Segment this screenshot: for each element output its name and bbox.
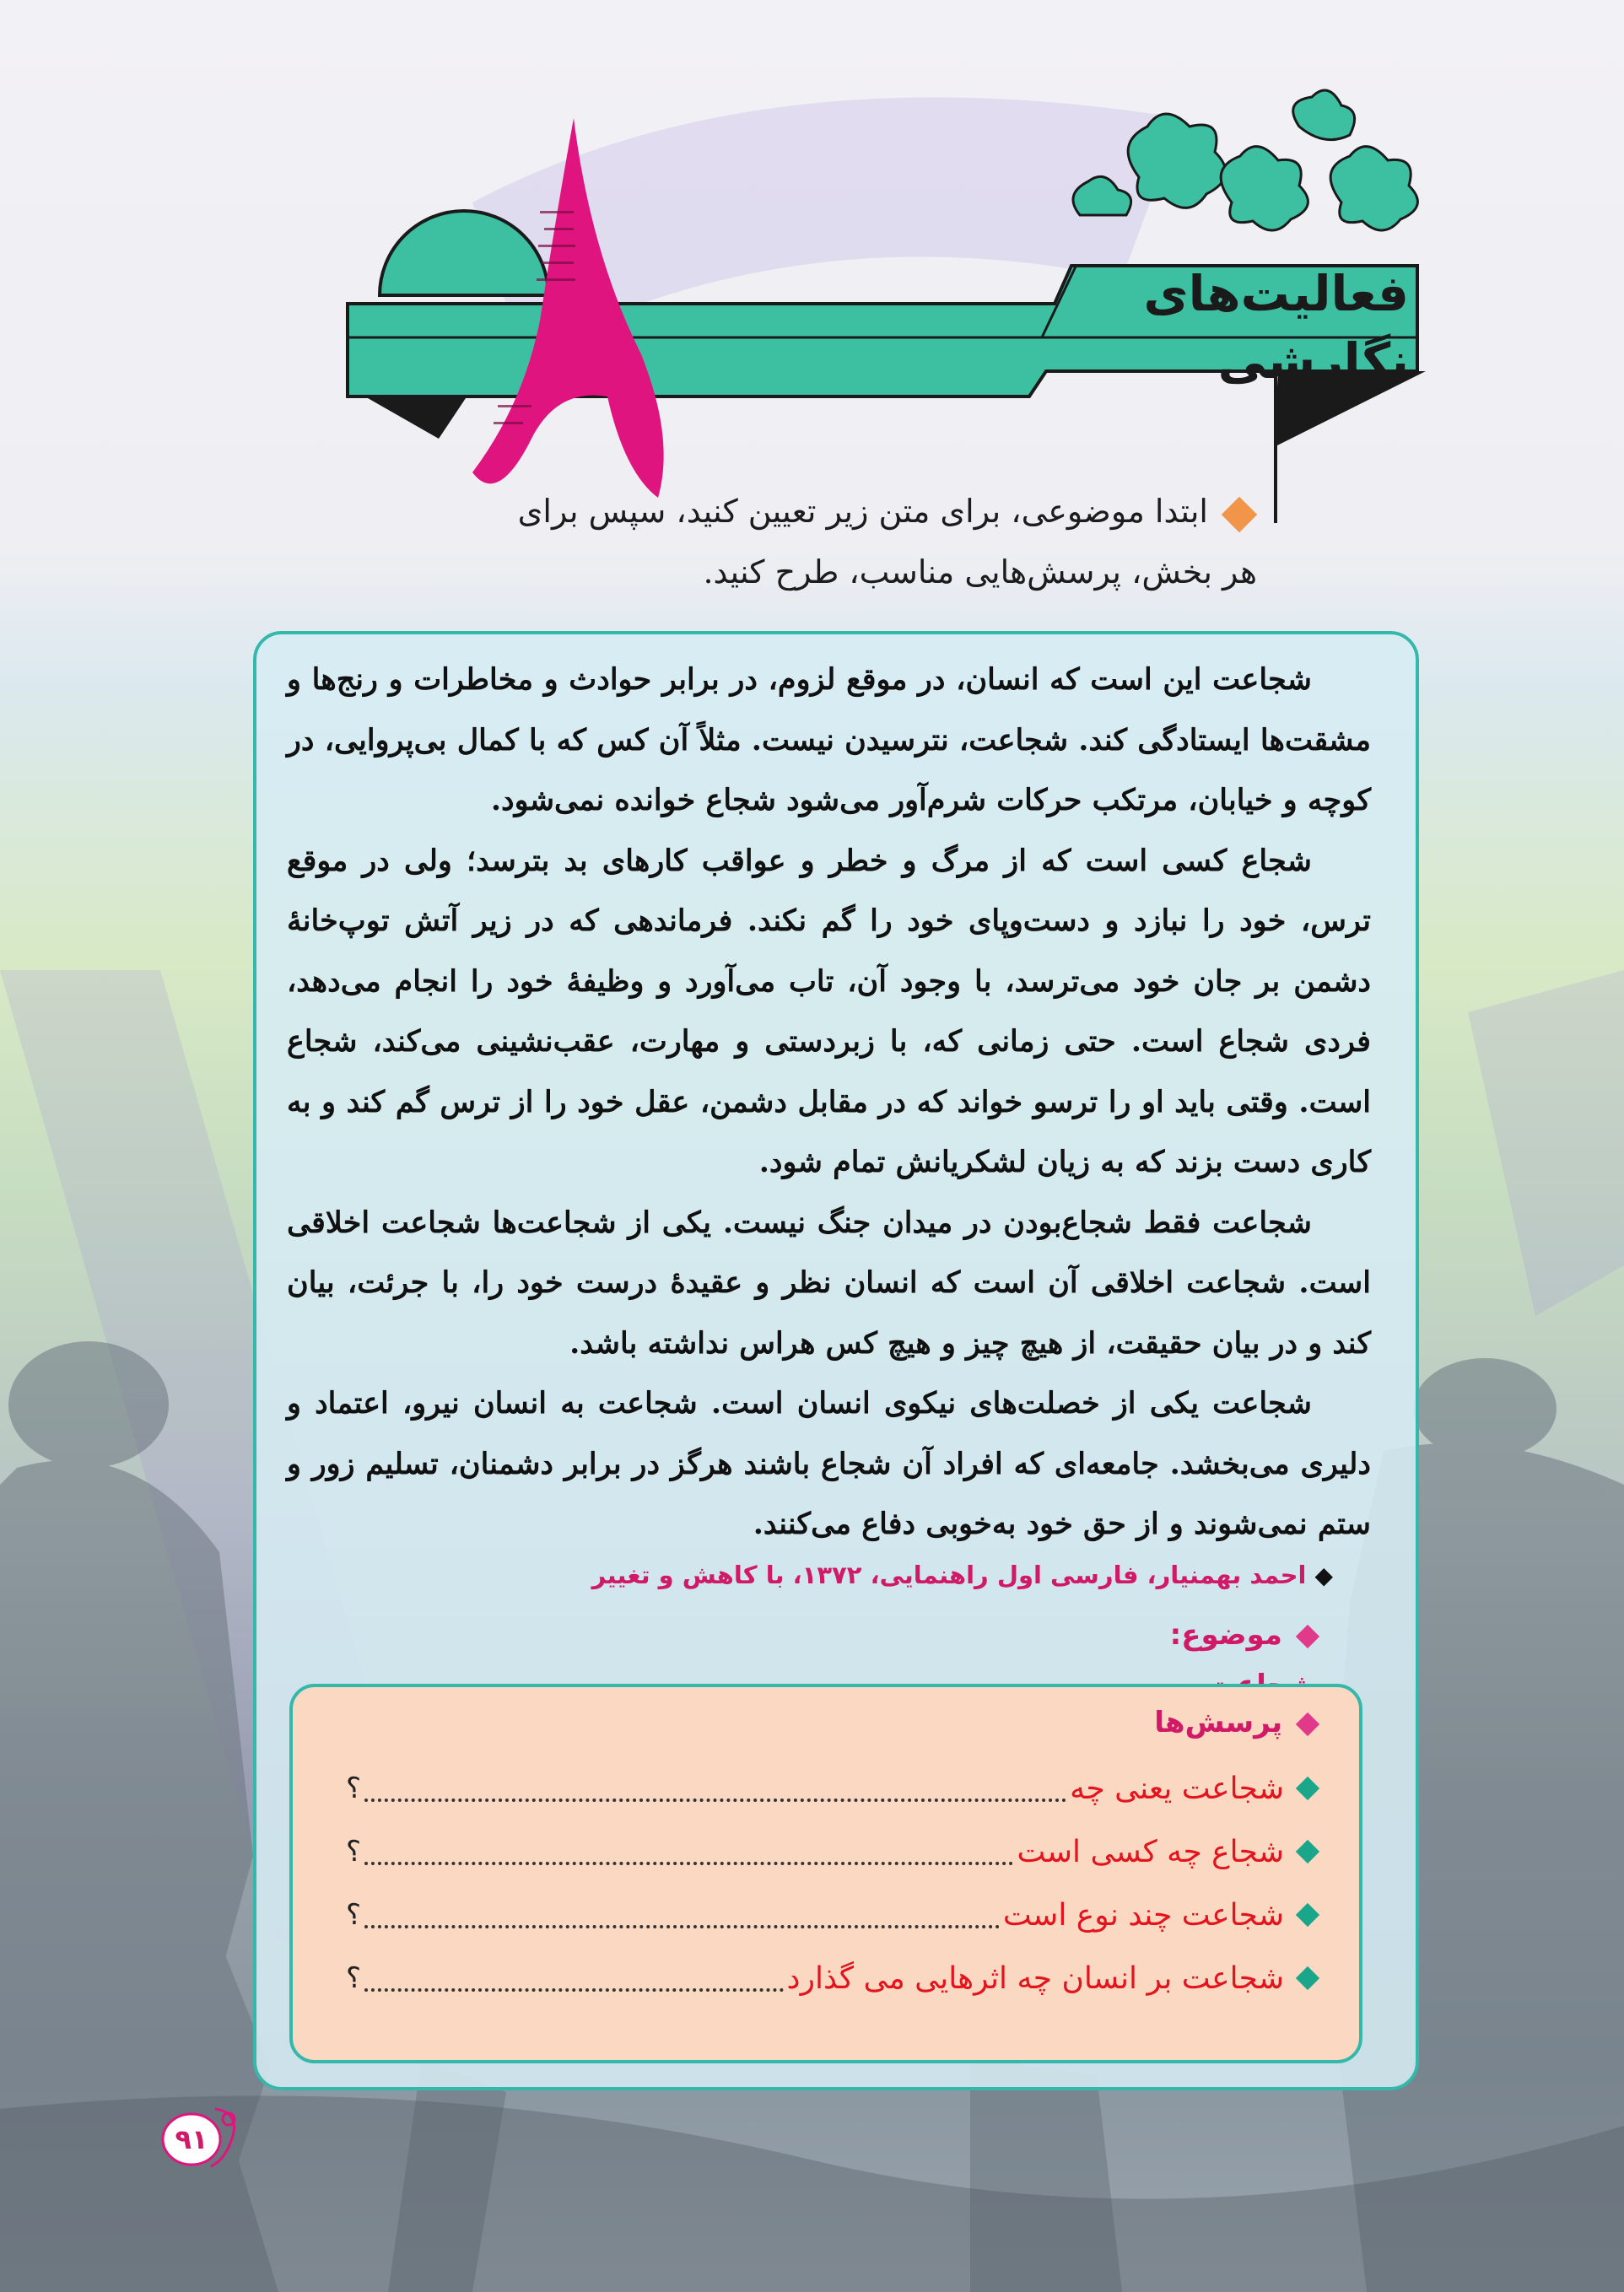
answer-dotted-line[interactable]: [364, 1775, 1066, 1802]
passage-paragraph: شجاعت این است که انسان، در موقع لزوم، در برابر حوادث و مخاطرات و رنج‌ها و مشقت‌ها ایستادگی کند. شجاعت، نترسیدن نیست. مثلاً آن کس که با کمال بی‌پروایی، در کوچه و خیابان، مرتکب حرکات شرم‌آور می‌شود شجاع خوانده نمی‌شود.: [287, 662, 1371, 817]
question-row: [346, 1826, 1316, 1877]
reading-passage: [287, 650, 1371, 1555]
question-mark: ؟: [346, 1772, 362, 1805]
question-row: [346, 1763, 1316, 1814]
answer-dotted-line[interactable]: [364, 1838, 1013, 1865]
green-diamond-icon: [1296, 1777, 1319, 1800]
flower-decoration: [1073, 90, 1417, 230]
black-diamond-icon: ◆: [1314, 1561, 1333, 1589]
answer-dotted-line[interactable]: [364, 1901, 1000, 1928]
instruction-line-2: هر بخش، پرسش‌هایی مناسب، طرح کنید.: [703, 553, 1257, 591]
instruction-line-1: ابتدا موضوعی، برای متن زیر تعیین کنید، سپس برای: [517, 493, 1208, 530]
question-text: شجاعت بر انسان چه اثرهایی می گذارد: [786, 1960, 1284, 1996]
source-citation: [287, 1554, 1333, 1597]
question-text: شجاعت یعنی چه: [1070, 1771, 1284, 1806]
questions-heading-text: پرسش‌ها: [1154, 1706, 1282, 1739]
question-row: [346, 1953, 1316, 2003]
passage-paragraph: شجاعت یکی از خصلت‌های نیکوی انسان است. شجاعت به انسان نیرو، اعتماد و دلیری می‌بخشد. جامعه‌ای که افراد آن شجاع باشند هرگز در برابر دشمنان، تسلیم زور و ستم نمی‌شوند و از حق خود به‌خوبی دفاع می‌کنند.: [287, 1386, 1371, 1541]
questions-heading: [1097, 1697, 1316, 1748]
passage-paragraph: شجاع کسی است که از مرگ و خطر و عواقب کارهای بد بترسد؛ ولی در موقع ترس، خود را نبازد و دست‌وپای خود را گم نکند. فرماندهی که در زیر آتش توپ‌خانهٔ دشمن بر جان خود می‌ترسد، با وجود آن، تاب می‌آورد و وظیفهٔ خود را انجام می‌دهد، فردی شجاع است. حتی زمانی که، با زبردستی و مهارت، عقب‌نشینی می‌کند، شجاع است. وقتی باید او را ترسو خواند که در مقابل دشمن، عقل خود را از ترس گم کند و به کاری دست بزند که به زیان لشکریانش تمام شود.: [287, 843, 1371, 1179]
section-title: فعالیت‌های نگارشی: [1143, 265, 1409, 390]
topic-label: موضوع:: [1169, 1618, 1282, 1652]
green-diamond-icon: [1296, 1903, 1319, 1927]
pink-diamond-icon: [1296, 1624, 1319, 1648]
question-text: شجاع چه کسی است: [1017, 1834, 1284, 1869]
question-mark: ؟: [346, 1898, 362, 1932]
instruction-text: [472, 481, 1257, 602]
green-diamond-icon: [1296, 1840, 1319, 1863]
question-mark: ؟: [346, 1835, 362, 1869]
question-text: شجاعت چند نوع است: [1002, 1897, 1284, 1933]
source-text: احمد بهمنیار، فارسی اول راهنمایی، ۱۳۷۲، با کاهش و تغییر: [591, 1561, 1307, 1589]
passage-paragraph: شجاعت فقط شجاع‌بودن در میدان جنگ نیست. یکی از شجاعت‌ها شجاعت اخلاقی است. شجاعت اخلاقی آن است که انسان نظر و عقیدهٔ درست خود را، با جرئت، بیان کند و در بیان حقیقت، از هیچ چیز و هیچ کس هراس نداشته باشد.: [287, 1205, 1371, 1361]
question-mark: ؟: [346, 1961, 362, 1995]
page-number: ۹۱: [175, 2123, 208, 2155]
question-row: [346, 1890, 1316, 1940]
green-diamond-icon: [1296, 1966, 1319, 1990]
orange-diamond-icon: [1222, 496, 1257, 531]
answer-dotted-line[interactable]: [364, 1965, 784, 1992]
pink-diamond-icon: [1296, 1712, 1319, 1735]
